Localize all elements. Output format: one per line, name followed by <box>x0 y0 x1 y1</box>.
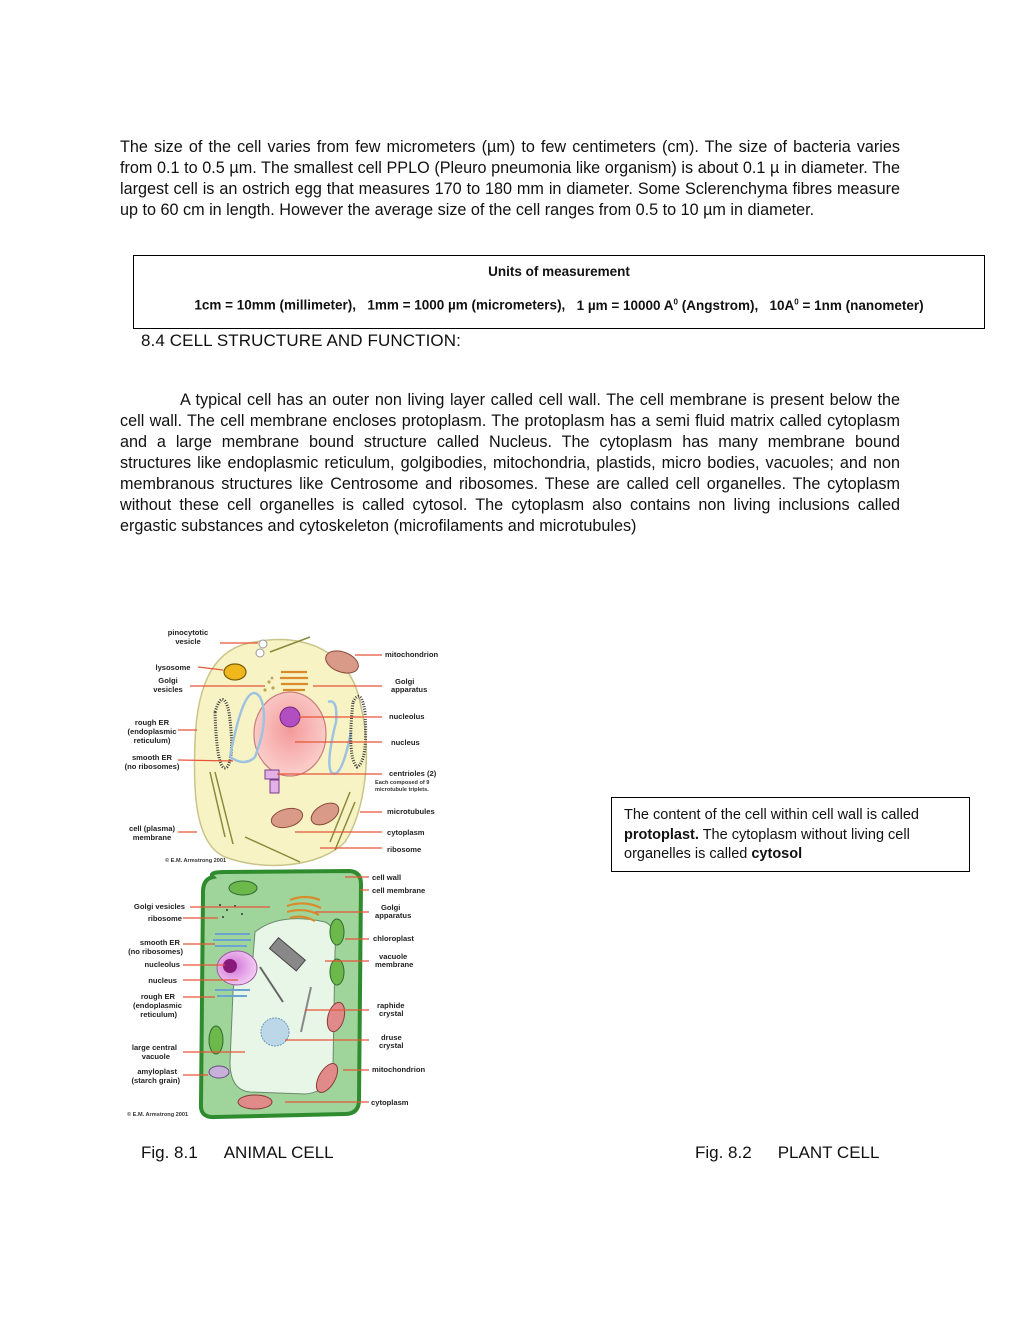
svg-text:reticulum): reticulum) <box>140 1010 177 1019</box>
svg-text:(no ribosomes): (no ribosomes) <box>124 762 180 771</box>
svg-text:cell wall: cell wall <box>372 873 402 882</box>
svg-text:cytoplasm: cytoplasm <box>371 1098 409 1107</box>
svg-text:crystal: crystal <box>379 1009 404 1018</box>
svg-text:cell membrane: cell membrane <box>372 886 426 895</box>
svg-text:membrane: membrane <box>375 960 414 969</box>
section-heading: 8.4 CELL STRUCTURE AND FUNCTION: <box>141 331 461 350</box>
svg-text:(no ribosomes): (no ribosomes) <box>128 947 183 956</box>
unit-um-angstrom: 1 µm = 10000 $A^0$ (Angstrom), <box>576 297 759 313</box>
svg-text:smooth ER: smooth ER <box>139 938 180 947</box>
svg-text:Golgi: Golgi <box>381 903 401 912</box>
svg-text:Golgi: Golgi <box>158 676 178 685</box>
svg-text:chloroplast: chloroplast <box>373 934 414 943</box>
svg-text:microtubules: microtubules <box>387 807 435 816</box>
cell-diagrams-figure <box>115 622 460 1127</box>
svg-text:apparatus: apparatus <box>391 685 428 694</box>
svg-text:vacuole: vacuole <box>141 1052 170 1061</box>
svg-text:druse: druse <box>381 1033 402 1042</box>
animal-cell-illustration <box>125 628 439 865</box>
svg-text:© E.M. Armstrong 2001: © E.M. Armstrong 2001 <box>165 858 227 864</box>
svg-text:lysosome: lysosome <box>155 663 191 672</box>
svg-text:cell (plasma): cell (plasma) <box>128 824 176 833</box>
svg-text:centrioles (2): centrioles (2) <box>389 769 437 778</box>
svg-text:vacuole: vacuole <box>379 952 408 961</box>
units-box-title: Units of measurement <box>488 264 630 279</box>
svg-text:cytoplasm: cytoplasm <box>387 828 425 837</box>
term-protoplast: protoplast. <box>624 826 699 843</box>
svg-text:ribosome: ribosome <box>147 914 182 923</box>
svg-text:mitochondrion: mitochondrion <box>385 650 439 659</box>
svg-text:© E.M. Armstrong 2001: © E.M. Armstrong 2001 <box>127 1112 189 1118</box>
svg-text:rough ER: rough ER <box>140 992 175 1001</box>
svg-text:mitochondrion: mitochondrion <box>372 1065 426 1074</box>
figure-caption-plant-cell: Fig. 8.2 PLANT CELL <box>695 1143 880 1162</box>
unit-cm-mm: 1cm = 10mm (millimeter), <box>194 297 357 313</box>
svg-text:vesicles: vesicles <box>153 685 183 694</box>
svg-text:raphide: raphide <box>377 1001 405 1010</box>
svg-text:Golgi vesicles: Golgi vesicles <box>133 902 185 911</box>
svg-text:rough ER: rough ER <box>134 718 170 727</box>
label-pinocytotic-vesicle: pinocytotic <box>167 628 209 637</box>
svg-text:large central: large central <box>131 1043 177 1052</box>
svg-text:(endoplasmic: (endoplasmic <box>133 1001 182 1010</box>
svg-text:amyloplast: amyloplast <box>137 1067 177 1076</box>
svg-text:smooth ER: smooth ER <box>131 753 173 762</box>
unit-angstrom-nm: $10A^0 = 1nm$ (nanometer) <box>769 297 924 313</box>
term-cytosol: cytosol <box>751 846 803 862</box>
svg-text:nucleus: nucleus <box>391 738 420 747</box>
figure-caption-animal-cell: Fig. 8.1 ANIMAL CELL <box>141 1143 334 1162</box>
svg-text:Golgi: Golgi <box>395 677 415 686</box>
svg-text:Each composed of 9: Each composed of 9 <box>375 780 430 786</box>
plant-cell-illustration <box>127 871 426 1118</box>
cell-structure-paragraph: A typical cell has an outer non living layer called cell wall. The cell membrane is present below the cell wall. The cell membrane encloses protoplasm. The protoplasm has a semi fluid matrix called cytoplasm and a large membrane bound structure called Nucleus. The cytoplasm has many membrane bound structures like endoplasmic reticulum, golgibodies, mitochondria, plastids, micro bodies, vacuoles; and non membranous structures like Centrosome and ribosomes. These are called cell organelles. The cytoplasm without these cell organelles is called cytosol. The cytoplasm also contains non living inclusions called ergastic substances and cytoskeleton (microfilaments and microtubules) <box>120 391 900 536</box>
svg-text:(starch grain): (starch grain) <box>131 1076 180 1085</box>
svg-text:crystal: crystal <box>379 1041 404 1050</box>
svg-text:nucleus: nucleus <box>148 976 177 985</box>
protoplast-callout-box: The content of the cell within cell wall is called protoplast. The cytoplasm without living cell organelles is called cytosol <box>611 797 970 872</box>
svg-text:reticulum): reticulum) <box>133 736 171 745</box>
svg-text:nucleolus: nucleolus <box>389 712 425 721</box>
svg-text:apparatus: apparatus <box>375 911 412 920</box>
svg-text:ribosome: ribosome <box>387 845 422 854</box>
svg-text:vesicle: vesicle <box>175 637 201 646</box>
intro-paragraph: The size of the cell varies from few micrometers (µm) to few centimeters (cm). The size of bacteria varies from 0.1 to 0.5 µm. The smallest cell PPLO (Pleuro pneumonia like organism) is about 0.1 µ in diameter. The largest cell is an ostrich egg that measures 170 to 180 mm in diameter. Some Sclerenchyma fibres measure up to 60 cm in length. However the average size of the cell ranges from 0.5 to 10 µm in diameter. <box>120 138 900 220</box>
svg-text:membrane: membrane <box>132 833 172 842</box>
svg-text:microtubule triplets.: microtubule triplets. <box>375 787 429 793</box>
units-conversions <box>134 297 984 313</box>
svg-text:(endoplasmic: (endoplasmic <box>127 727 177 736</box>
unit-mm-um: 1mm = 1000 µm (micrometers), <box>367 297 566 313</box>
units-of-measurement-box <box>133 255 985 329</box>
svg-text:nucleolus: nucleolus <box>144 960 180 969</box>
